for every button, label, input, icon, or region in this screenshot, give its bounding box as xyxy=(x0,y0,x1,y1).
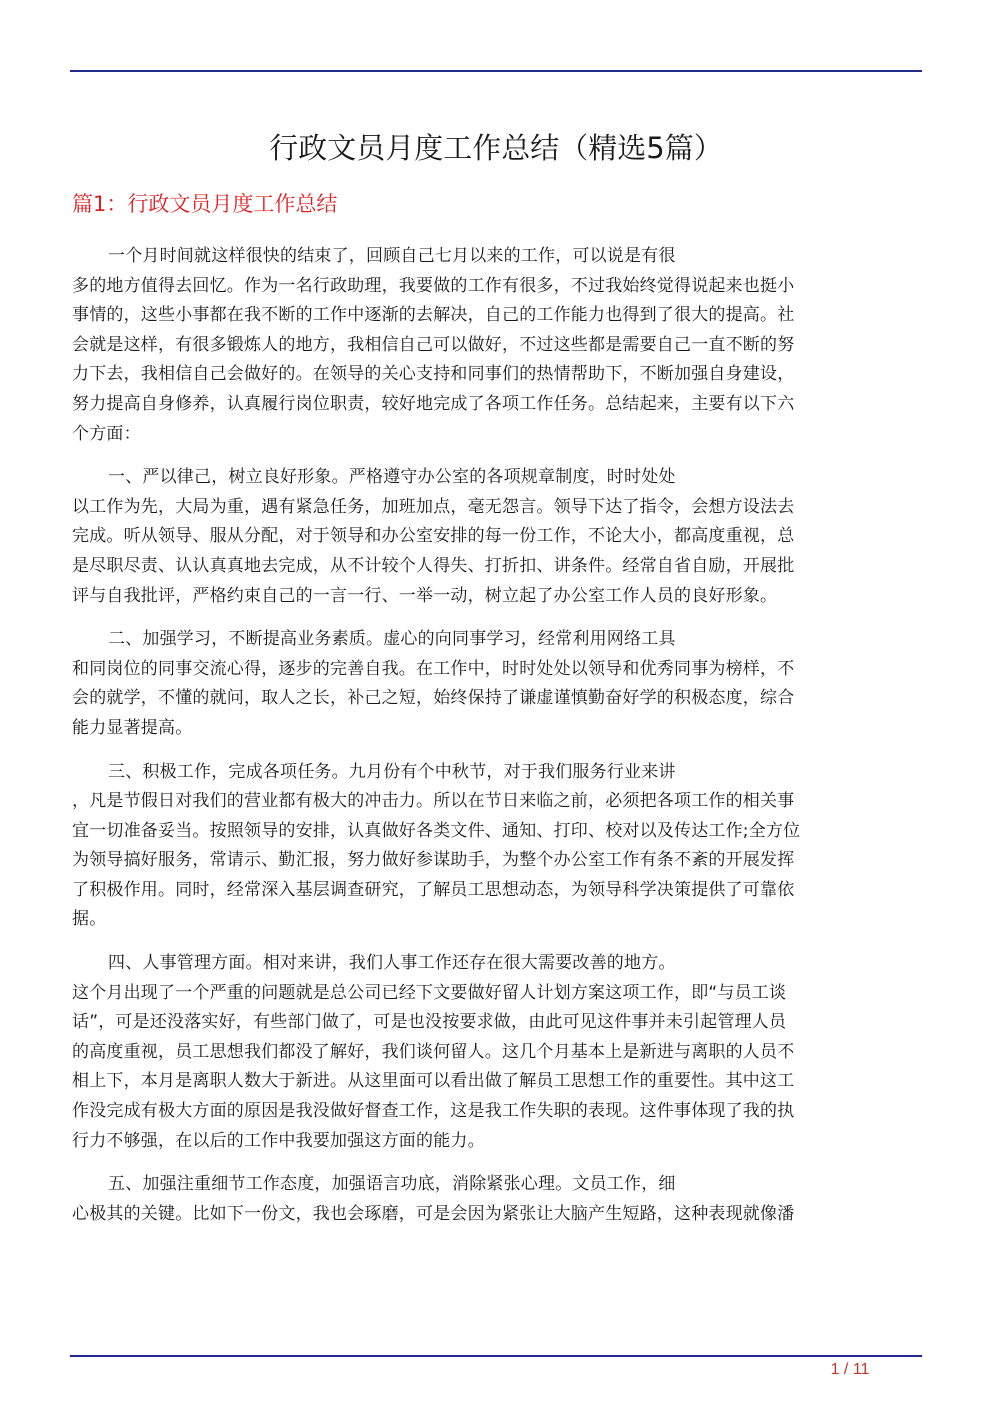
paragraph xyxy=(72,463,914,611)
paragraph xyxy=(72,949,914,1156)
paragraph-line: 作没完成有极大方面的原因是我没做好督查工作，这是我工作失职的表现。这件事体现了我的执 xyxy=(72,1101,795,1122)
paragraph-line: 据。 xyxy=(72,909,107,930)
paragraph xyxy=(72,758,914,936)
paragraph-line: 二、加强学习，不断提高业务素质。虚心的向同事学习，经常利用网络工具 xyxy=(108,629,676,650)
paragraph-line: 会的就学，不懂的就问，取人之长，补己之短，始终保持了谦虚谨慎勤奋好学的积极态度，综合 xyxy=(72,688,795,709)
paragraph-line: 完成。听从领导、服从分配，对于领导和办公室安排的每一份工作，不论大小，都高度重视，总 xyxy=(72,526,795,547)
paragraph-line: 事情的，这些小事都在我不断的工作中逐渐的去解决，自己的工作能力也得到了很大的提高。社 xyxy=(72,305,795,326)
paragraph-line: 个方面： xyxy=(72,423,141,444)
paragraph-line: 了积极作用。同时，经常深入基层调查研究，了解员工思想动态，为领导科学决策提供了可靠依 xyxy=(72,879,795,900)
paragraph-line: 评与自我批评，严格约束自己的一言一行、一举一动，树立起了办公室工作人员的良好形象。 xyxy=(72,585,778,606)
paragraph-line: 四、人事管理方面。相对来讲，我们人事工作还存在很大需要改善的地方。 xyxy=(108,953,676,974)
paragraph-line: 为领导搞好服务，常请示、勤汇报，努力做好参谋助手，为整个办公室工作有条不紊的开展发挥 xyxy=(72,850,795,871)
paragraph-line: 五、加强注重细节工作态度，加强语言功底，消除紧张心理。文员工作，细 xyxy=(108,1174,676,1195)
paragraph xyxy=(72,625,914,743)
paragraph-line: 话”，可是还没落实好，有些部门做了，可是也没按要求做，由此可见这件事并未引起管理人员 xyxy=(72,1012,787,1033)
paragraph-line: 以工作为先，大局为重，遇有紧急任务，加班加点，毫无怨言。领导下达了指令，会想方设法去 xyxy=(72,496,795,517)
paragraph-line: ，凡是节假日对我们的营业都有极大的冲击力。所以在节日来临之前，必须把各项工作的相关事 xyxy=(72,791,795,812)
paragraph-line: 心极其的关键。比如下一份文，我也会琢磨，可是会因为紧张让大脑产生短路，这种表现就像潘 xyxy=(72,1203,795,1224)
paragraph-line: 一个月时间就这样很快的结束了，回顾自己七月以来的工作，可以说是有很 xyxy=(108,246,676,266)
paragraph-line: 能力显著提高。 xyxy=(72,717,193,738)
paragraph-line: 多的地方值得去回忆。作为一名行政助理，我要做的工作有很多，不过我始终觉得说起来也挺小 xyxy=(72,275,795,296)
paragraph-line: 和同岗位的同事交流心得，逐步的完善自我。在工作中，时时处处以领导和优秀同事为榜样，不 xyxy=(72,658,795,679)
paragraph-line: 会就是这样，有很多锻炼人的地方，我相信自己可以做好，不过这些都是需要自己一直不断的努 xyxy=(72,334,795,355)
paragraph xyxy=(72,1170,914,1229)
paragraph-line: 一、严以律己，树立良好形象。严格遵守办公室的各项规章制度，时时处处 xyxy=(108,467,676,488)
header-rule xyxy=(70,70,922,72)
page-number: 1 / 11 xyxy=(830,1361,870,1378)
paragraph-line: 努力提高自身修养，认真履行岗位职责，较好地完成了各项工作任务。总结起来，主要有以下六 xyxy=(72,393,795,414)
section-heading: 篇1：行政文员月度工作总结 xyxy=(72,192,338,216)
document-title: 行政文员月度工作总结（精选5篇） xyxy=(269,131,723,165)
document-body xyxy=(72,242,914,1243)
paragraph xyxy=(72,242,914,449)
paragraph-line: 力下去，我相信自己会做好的。在领导的关心支持和同事们的热情帮助下，不断加强自身建设， xyxy=(72,364,795,385)
paragraph-line: 宜一切准备妥当。按照领导的安排，认真做好各类文件、通知、打印、校对以及传达工作;全方位 xyxy=(72,820,801,841)
paragraph-line: 是尽职尽责、认认真真地去完成，从不计较个人得失、打折扣、讲条件。经常自省自励，开展批 xyxy=(72,555,795,576)
paragraph-line: 的高度重视，员工思想我们都没了解好，我们谈何留人。这几个月基本上是新进与离职的人员不 xyxy=(72,1041,795,1062)
paragraph-line: 行力不够强，在以后的工作中我要加强这方面的能力。 xyxy=(72,1130,485,1151)
footer-rule xyxy=(70,1355,922,1357)
paragraph-line: 这个月出现了一个严重的问题就是总公司已经下文要做好留人计划方案这项工作，即“与员工谈 xyxy=(72,982,787,1003)
paragraph-line: 相上下，本月是离职人数大于新进。从这里面可以看出做了解员工思想工作的重要性。其中这工 xyxy=(72,1071,795,1092)
paragraph-line: 三、积极工作，完成各项任务。九月份有个中秋节，对于我们服务行业来讲 xyxy=(108,761,676,782)
